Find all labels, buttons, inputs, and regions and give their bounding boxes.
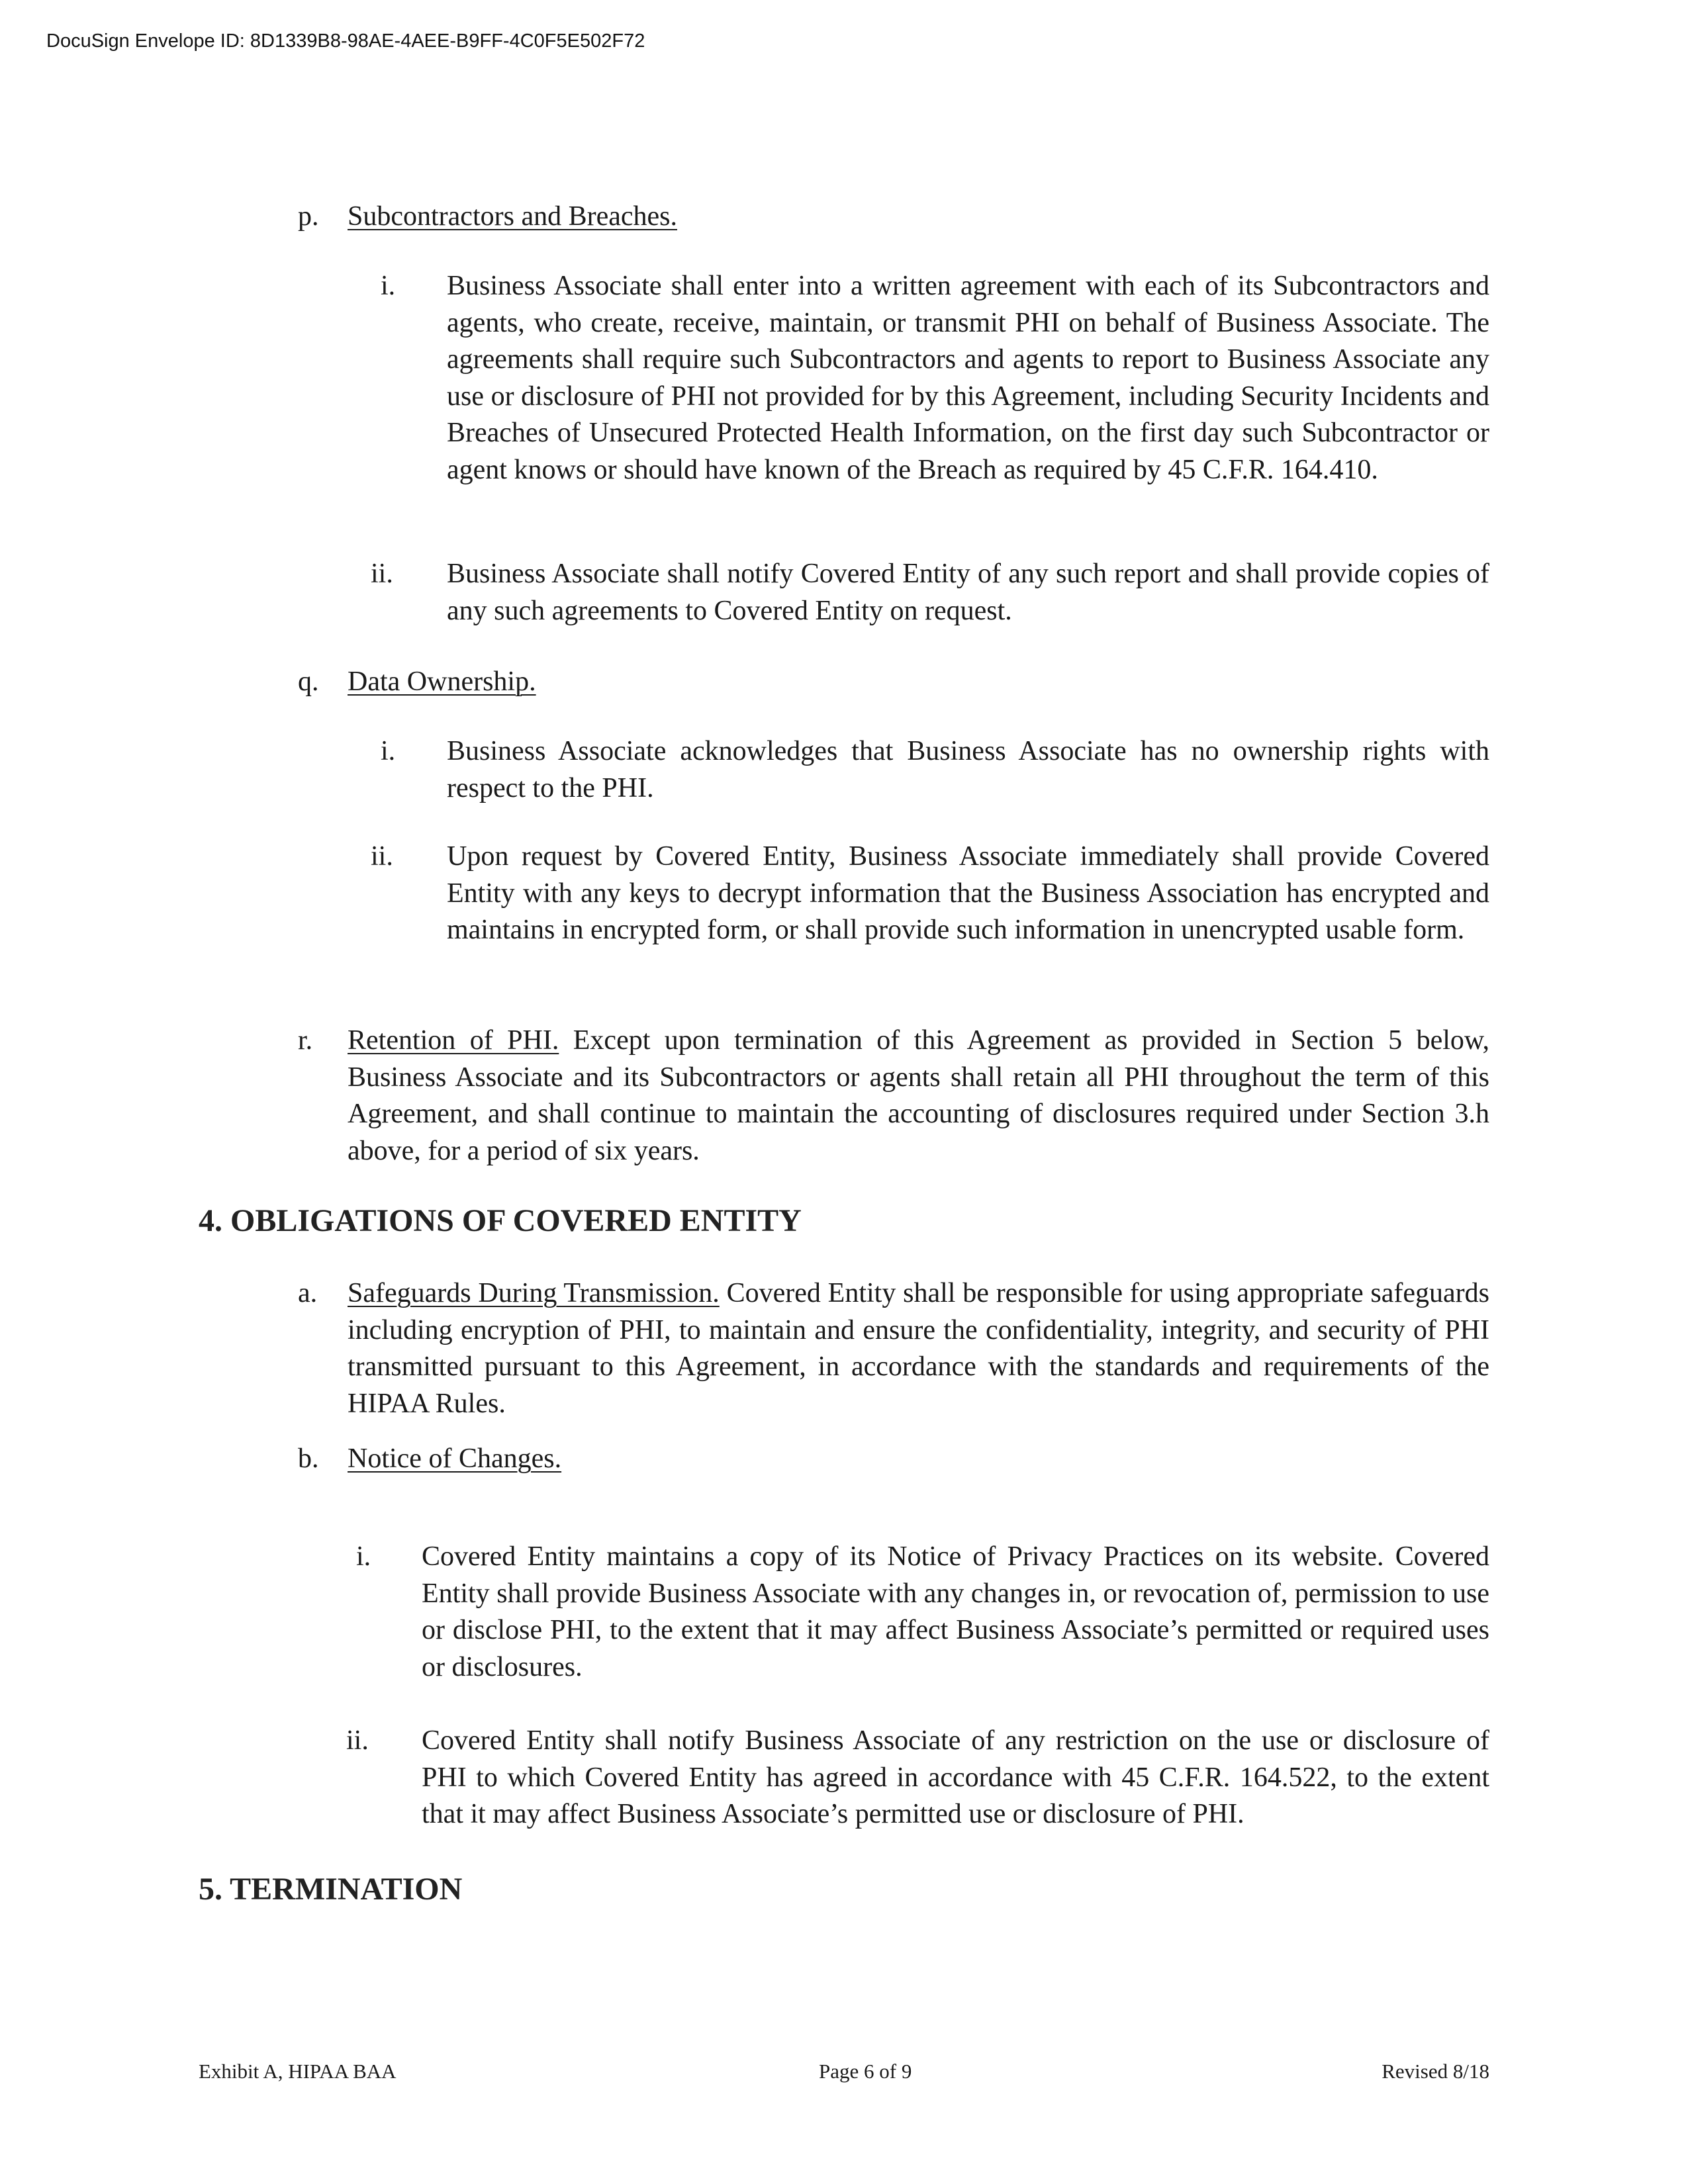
- clause-r-text: Except upon termination of this Agreement as provided in Section 5 below, Business Associate and its Subcontractors or agents shall retain all PHI throughout the term of this Agreement, and shall continue to maintain the accounting of disclosures required under Section 3.h above, for a period of six years.: [348, 1025, 1490, 1166]
- section-5-heading: 5. TERMINATION: [199, 1872, 463, 1907]
- clause-4b-marker: b.: [298, 1443, 319, 1474]
- clause-q-title: Data Ownership.: [348, 666, 536, 697]
- footer-revision: Revised 8/18: [1382, 2060, 1489, 2083]
- clause-r-marker: r.: [298, 1025, 313, 1056]
- clause-p-ii-marker: ii.: [371, 559, 393, 589]
- clause-q-ii-text: Upon request by Covered Entity, Business Associate immediately shall provide Covered Entity with any keys to decrypt information that the Business Association has encrypted and maintains in encrypted form, or shall provide such information in unencrypted usable form.: [447, 841, 1489, 945]
- clause-q-i-marker: i.: [381, 736, 396, 766]
- footer-page-number: Page 6 of 9: [819, 2060, 912, 2083]
- docusign-envelope-id: DocuSign Envelope ID: 8D1339B8-98AE-4AEE-B9FF-4C0F5E502F72: [46, 30, 645, 52]
- clause-q-i-text: Business Associate acknowledges that Business Associate has no ownership rights with respect to the PHI.: [447, 736, 1489, 803]
- clause-4b-title: Notice of Changes.: [348, 1443, 562, 1474]
- clause-4a-marker: a.: [298, 1278, 318, 1308]
- clause-p-title: Subcontractors and Breaches.: [348, 201, 677, 232]
- clause-p-i-marker: i.: [381, 271, 396, 301]
- clause-4a-paragraph: [348, 1275, 1489, 1422]
- clause-r-paragraph: [348, 1023, 1489, 1169]
- clause-r-title: Retention of PHI.: [348, 1025, 559, 1056]
- section-4-heading: 4. OBLIGATIONS OF COVERED ENTITY: [199, 1203, 802, 1238]
- clause-4b-ii-text: Covered Entity shall notify Business Associate of any restriction on the use or disclosure of PHI to which Covered Entity has agreed in accordance with 45 C.F.R. 164.522, to the extent that it may affect Business Associate’s permitted use or disclosure of PHI.: [422, 1725, 1489, 1829]
- clause-4b-i-marker: i.: [356, 1541, 371, 1572]
- clause-4b-i-text: Covered Entity maintains a copy of its Notice of Privacy Practices on its website. Covered Entity shall provide Business Associate with any changes in, or revocation of, permission to use or disclose PHI, to the extent that it may affect Business Associate’s permitted or required uses or disclosures.: [422, 1541, 1489, 1682]
- clause-p-i-text: Business Associate shall enter into a written agreement with each of its Subcontractors and agents, who create, receive, maintain, or transmit PHI on behalf of Business Associate. The agreements shall require such Subcontractors and agents to report to Business Associate any use or disclosure of PHI not provided for by this Agreement, including Security Incidents and Breaches of Unsecured Protected Health Information, on the first day such Subcontractor or agent knows or should have known of the Breach as required by 45 C.F.R. 164.410.: [447, 271, 1489, 485]
- footer-exhibit-label: Exhibit A, HIPAA BAA: [199, 2060, 397, 2083]
- clause-p-ii-text: Business Associate shall notify Covered Entity of any such report and shall provide copies of any such agreements to Covered Entity on request.: [447, 559, 1489, 626]
- clause-q-ii-marker: ii.: [371, 841, 393, 872]
- clause-4a-title: Safeguards During Transmission.: [348, 1278, 720, 1308]
- clause-p-marker: p.: [298, 201, 319, 232]
- clause-q-marker: q.: [298, 666, 319, 697]
- clause-4a-text: Covered Entity shall be responsible for using appropriate safeguards including encryption of PHI, to maintain and ensure the confidentiality, integrity, and security of PHI transmitted pursuant to this Agreement, in accordance with the standards and requirements of the HIPAA Rules.: [348, 1278, 1489, 1419]
- clause-4b-ii-marker: ii.: [346, 1725, 369, 1756]
